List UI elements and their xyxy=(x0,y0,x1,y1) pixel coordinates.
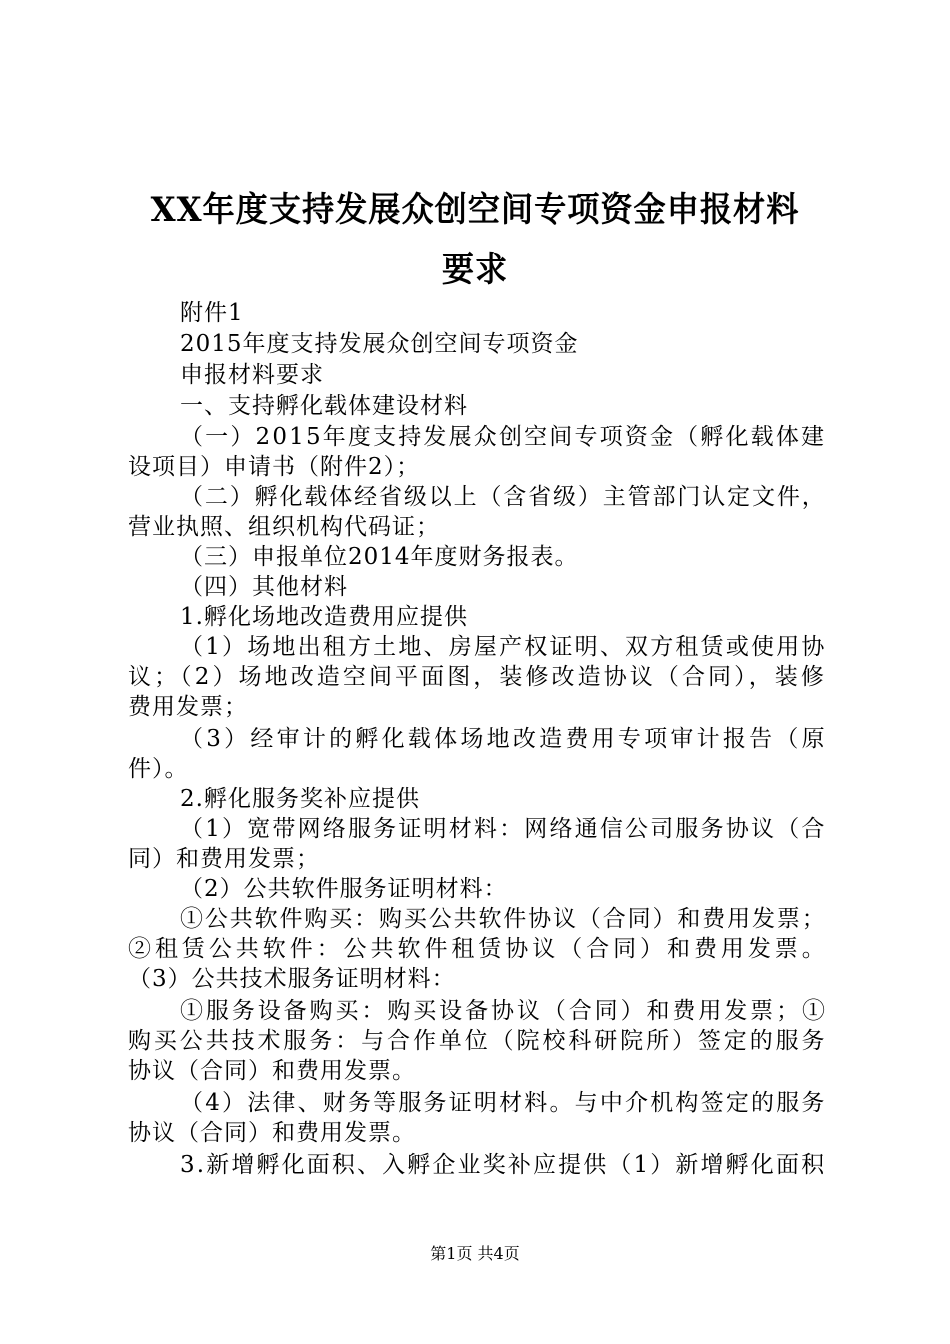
body-line: 2015年度支持发展众创空间专项资金 xyxy=(180,331,579,357)
body-line: 2.孵化服务奖补应提供 xyxy=(180,786,420,812)
body-line: 同）和费用发票； xyxy=(128,846,320,872)
document-title-line-1: XX年度支持发展众创空间专项资金申报材料 xyxy=(150,190,800,230)
body-line: 费用发票； xyxy=(128,694,248,720)
body-line: （4）法律、财务等服务证明材料。与中介机构签定的服务 xyxy=(180,1090,827,1116)
body-line: 营业执照、组织机构代码证； xyxy=(128,514,440,540)
body-line: 1.孵化场地改造费用应提供 xyxy=(180,604,468,630)
body-line: （二）孵化载体经省级以上（含省级）主管部门认定文件， xyxy=(180,484,827,510)
body-line: ②租赁公共软件：公共软件租赁协议（合同）和费用发票。 xyxy=(128,936,829,962)
body-line: （四）其他材料 xyxy=(180,574,348,600)
body-line: 协议（合同）和费用发票。 xyxy=(128,1120,416,1146)
body-line: （3）经审计的孵化载体场地改造费用专项审计报告（原 xyxy=(180,726,828,752)
body-line: ①服务设备购买：购买设备协议（合同）和费用发票；① xyxy=(180,998,828,1024)
body-line: ①公共软件购买：购买公共软件协议（合同）和费用发票； xyxy=(180,906,827,932)
body-line: （1）宽带网络服务证明材料：网络通信公司服务协议（合 xyxy=(180,816,827,842)
body-line: 一、支持孵化载体建设材料 xyxy=(180,393,468,419)
page-number-footer: 第1页 共4页 xyxy=(430,1244,520,1263)
body-line: （三）申报单位2014年度财务报表。 xyxy=(180,544,579,570)
document-title-line-2: 要求 xyxy=(441,250,509,290)
body-line: （1）场地出租方土地、房屋产权证明、双方租赁或使用协 xyxy=(180,634,827,660)
body-line: 议；（2）场地改造空间平面图，装修改造协议（合同），装修 xyxy=(128,664,827,690)
body-line: （2）公共软件服务证明材料： xyxy=(180,876,508,902)
body-line: 附件1 xyxy=(180,300,244,326)
body-line: （一）2015年度支持发展众创空间专项资金（孵化载体建 xyxy=(180,424,827,450)
body-line: 3.新增孵化面积、入孵企业奖补应提供（1）新增孵化面积 xyxy=(180,1152,827,1178)
body-line: （3）公共技术服务证明材料： xyxy=(128,966,456,992)
body-line: 件）。 xyxy=(128,756,189,782)
body-line: 申报材料要求 xyxy=(180,362,324,388)
body-line: 购买公共技术服务：与合作单位（院校科研院所）签定的服务 xyxy=(128,1028,828,1054)
body-line: 协议（合同）和费用发票。 xyxy=(128,1058,416,1084)
body-line: 设项目）申请书（附件2）； xyxy=(128,454,421,480)
